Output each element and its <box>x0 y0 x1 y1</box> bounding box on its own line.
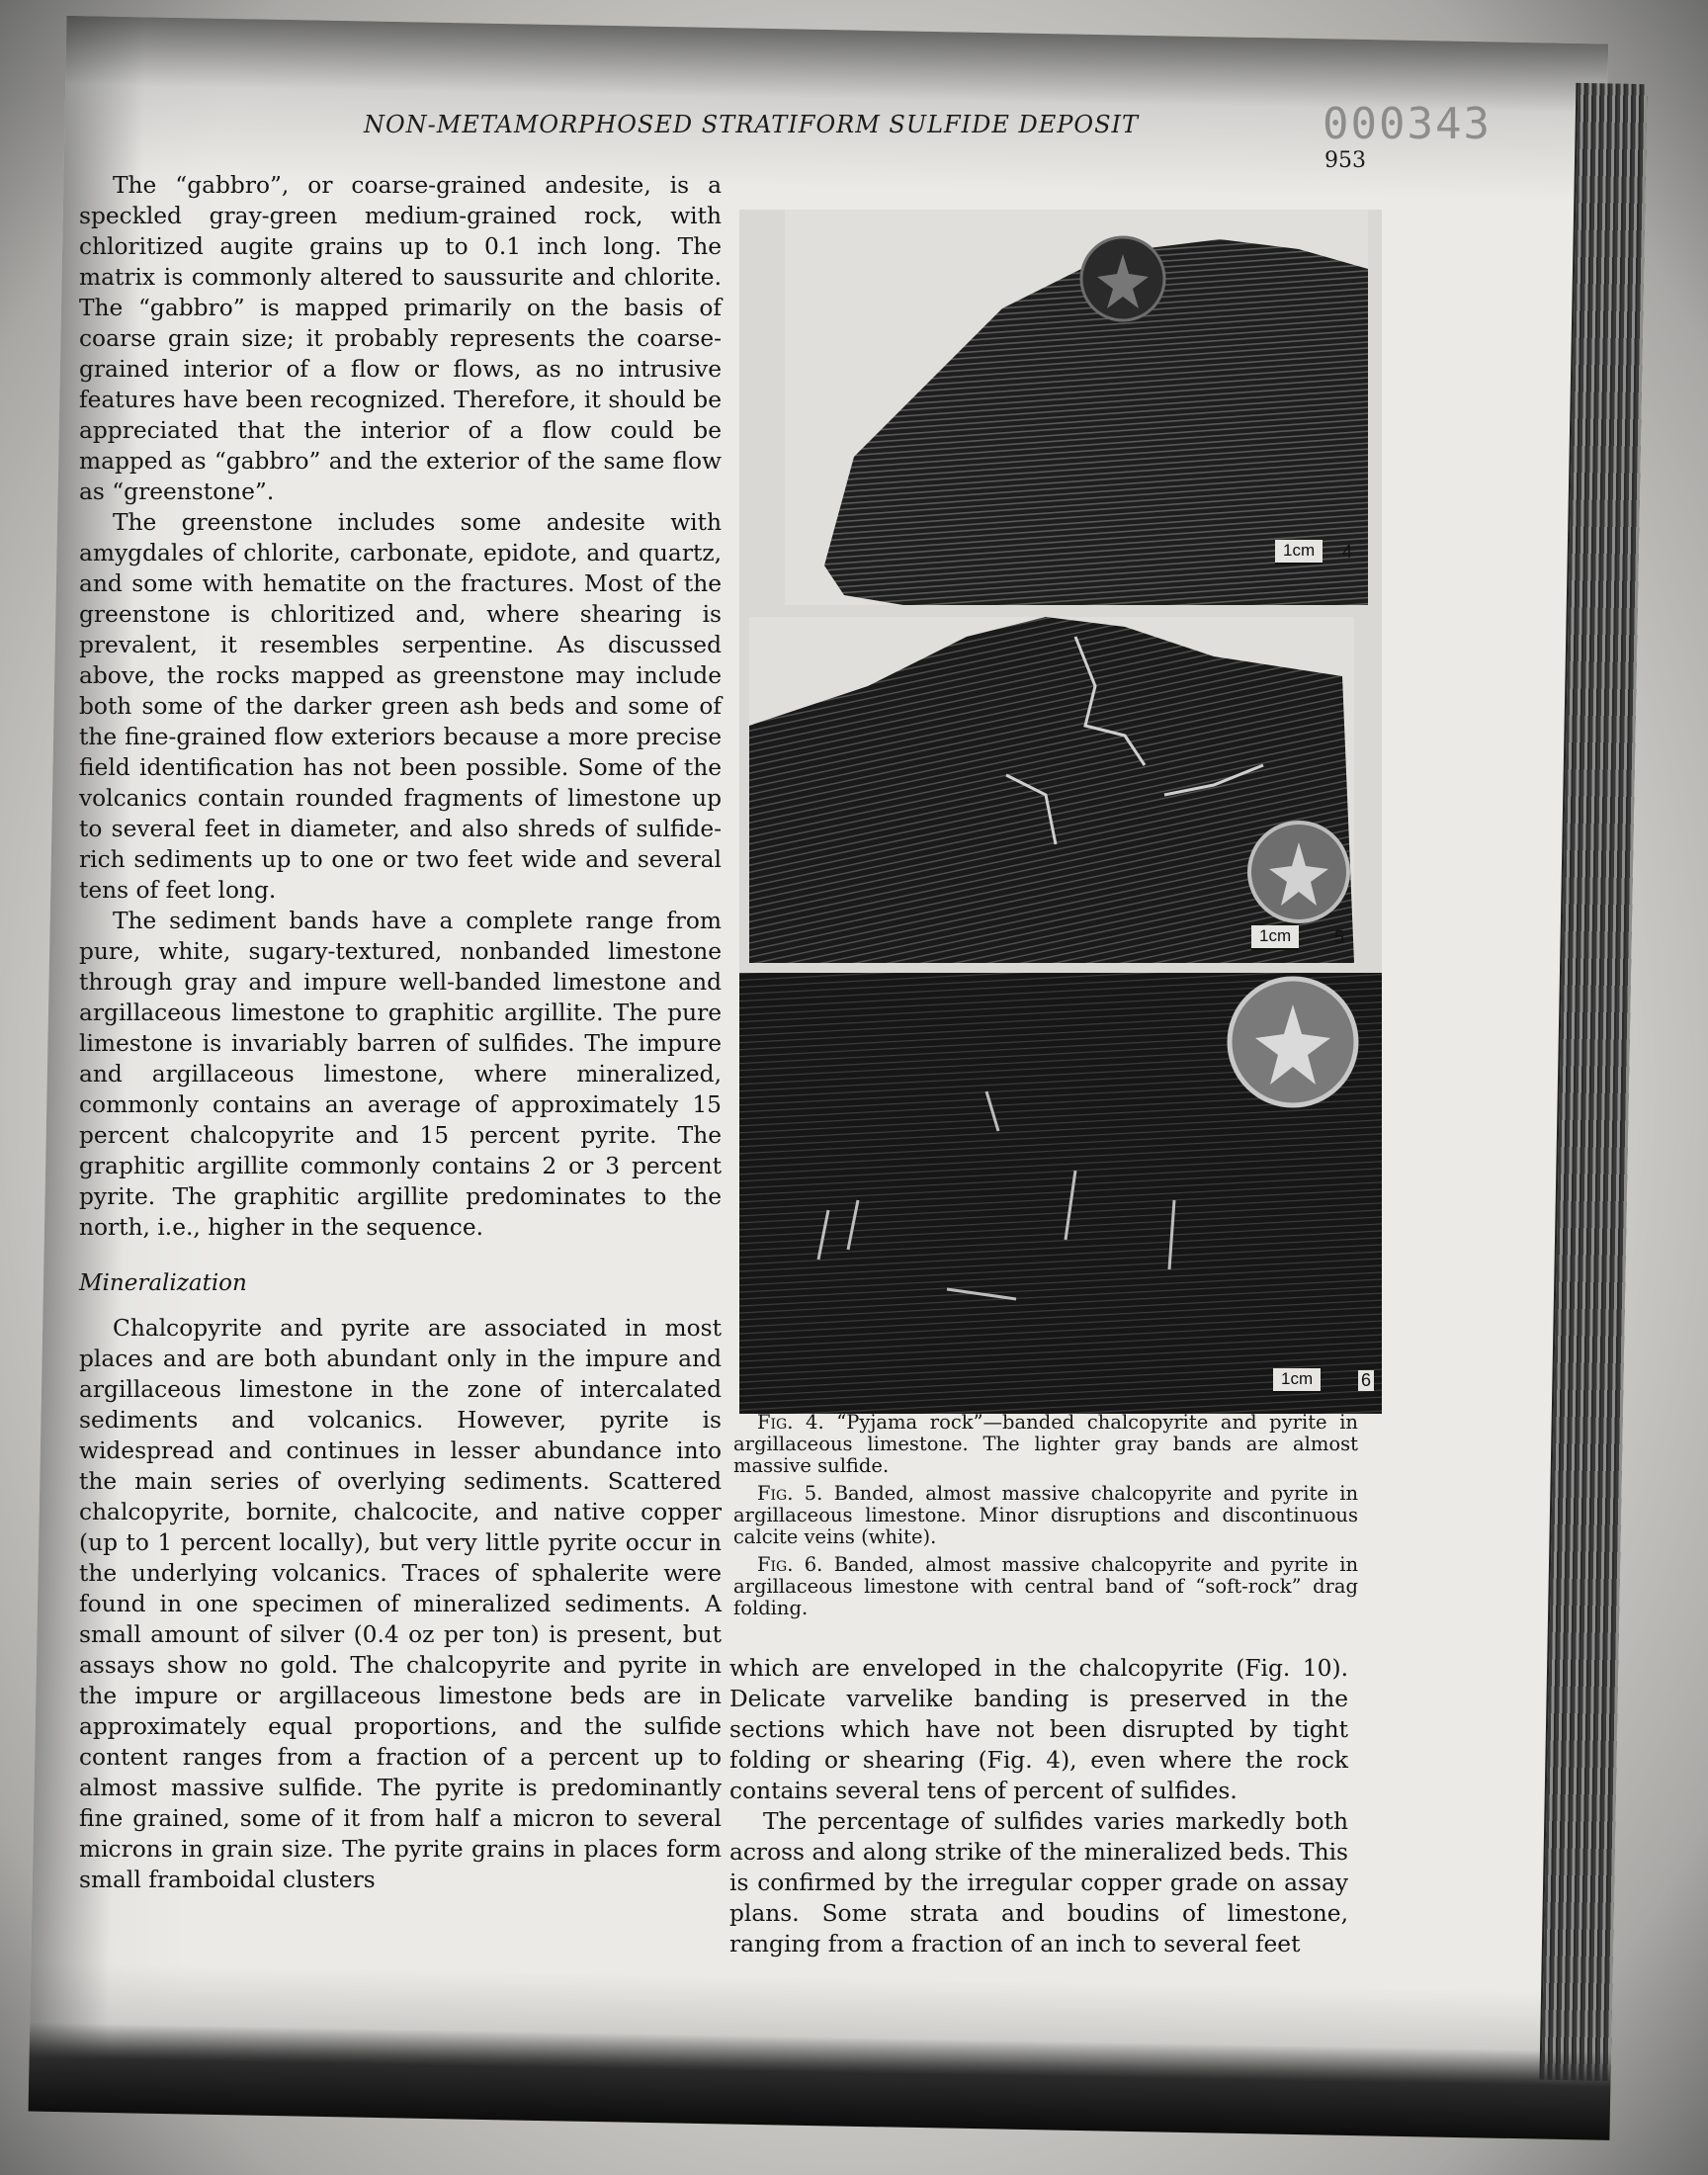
figure-number-5: 5 <box>1334 927 1345 947</box>
figure-photographs <box>739 210 1382 1414</box>
right-column <box>729 1653 1348 1959</box>
figure-captions <box>733 1412 1358 1625</box>
caption-label-4: Fig. 4. <box>757 1411 824 1434</box>
paragraph-greenstone: The greenstone includes some andesite with amygdales of chlorite, carbonate, epidote, and quartz, and some with hematite on the fractures. Most of the greenstone is chloritized and, where shearing is prevalent, it resembles serpentine. As discussed above, the rocks mapped as greenstone may include both some of the darker green ash beds and some of the fine-grained flow exteriors because a more precise field identification has not been possible. Some of the volcanics contain rounded fragments of limestone up to several feet in diameter, and also shreds of sulfide-rich sediments up to one or two feet wide and several tens of feet long. <box>79 509 722 904</box>
caption-fig-5 <box>733 1483 1358 1548</box>
paragraph-mineralization: Chalcopyrite and pyrite are associated in most places and are both abundant only in the impure and argillaceous limestone in the zone of intercalated sediments and volcanics. However, pyrite is widespread and continues in lesser abundance into the main series of overlying sediments. Scattered chalcopyrite, bornite, chalcocite, and native copper (up to 1 percent locally), but very little pyrite occur in the underlying volcanics. Traces of sphalerite were found in one specimen of mineralized sediments. A small amount of silver (0.4 oz per ton) is present, but assays show no gold. The chalcopyrite and pyrite in the impure or argillaceous limestone beds are in approximately equal proportions, and the sulfide content ranges from a fraction of a percent up to almost massive sulfide. The pyrite is predominantly fine grained, some of it from half a micron to several microns in grain size. The pyrite grains in places form small framboidal clusters <box>79 1315 722 1893</box>
paragraph-continuation: which are enveloped in the chalcopyrite (Fig. 10). Delicate varvelike banding is preserved in the sections which have not been disrupted by tight folding or shearing (Fig. 4), even where the rock contains several tens of percent of sulfides. <box>729 1655 1348 1804</box>
scale-bar-5: 1cm <box>1251 925 1299 950</box>
rock-specimen-5 <box>749 617 1354 963</box>
paragraph-gabbro: The “gabbro”, or coarse-grained andesite, is a speckled gray-green medium-grained rock, with chloritized augite grains up to 0.1 inch long. The matrix is commonly altered to saussurite and chlorite. The “gabbro” is mapped primarily on the basis of coarse grain size; it probably represents the coarse-grained interior of a flow or flows, as no intrusive features have been recognized. Therefore, it should be appreciated that the interior of a flow could be mapped as “gabbro” and the exterior of the same flow as “greenstone”. <box>79 172 722 505</box>
rock-specimen-6 <box>739 973 1382 1414</box>
paragraph-sulfide-percentage: The percentage of sulfides varies markedly both across and along strike of the mineralized beds. This is confirmed by the irregular copper grade on assay plans. Some strata and boudins of limestone, ranging from a fraction of an inch to several feet <box>729 1808 1348 1958</box>
caption-text-4: “Pyjama rock”—banded chalcopyrite and pyrite in argillaceous limestone. The lighter gray bands are almost massive sulfide. <box>733 1411 1358 1477</box>
photo-fig-4 <box>785 210 1368 605</box>
figure-number-4: 4 <box>1342 542 1353 562</box>
page-number: 953 <box>1324 148 1366 173</box>
caption-fig-6 <box>733 1554 1358 1619</box>
paragraph-sediment-bands: The sediment bands have a complete range from pure, white, sugary-textured, nonbanded limestone through gray and impure well-banded limestone and argillaceous limestone to graphitic argillite. The pure limestone is invariably barren of sulfides. The impure and argillaceous limestone, where mineralized, commonly contains an average of approximately 15 percent chalcopyrite and 15 percent pyrite. The graphitic argillite commonly contains 2 or 3 percent pyrite. The graphitic argillite predominates to the north, i.e., higher in the sequence. <box>79 908 722 1241</box>
section-heading: Mineralization <box>79 1270 247 1296</box>
photo-fig-5 <box>749 617 1354 963</box>
figure-number-6: 6 <box>1358 1370 1374 1391</box>
caption-fig-4 <box>733 1412 1358 1477</box>
scale-bar-6: 1cm <box>1273 1368 1321 1393</box>
left-column <box>79 170 722 1895</box>
running-title: NON-METAMORPHOSED STRATIFORM SULFIDE DEPOSIT <box>363 111 1140 138</box>
caption-label-6: Fig. 6. <box>757 1553 823 1576</box>
caption-text-5: Banded, almost massive chalcopyrite and pyrite in argillaceous limestone. Minor disruptions and discontinuous calcite veins (white). <box>733 1482 1359 1548</box>
photo-fig-6 <box>739 973 1382 1414</box>
scale-bar-4: 1cm <box>1275 540 1323 565</box>
caption-text-6: Banded, almost massive chalcopyrite and pyrite in argillaceous limestone with central band of “soft-rock” drag folding. <box>733 1553 1359 1619</box>
caption-label-5: Fig. 5. <box>757 1482 823 1505</box>
archive-stamp: 000343 <box>1323 99 1492 149</box>
